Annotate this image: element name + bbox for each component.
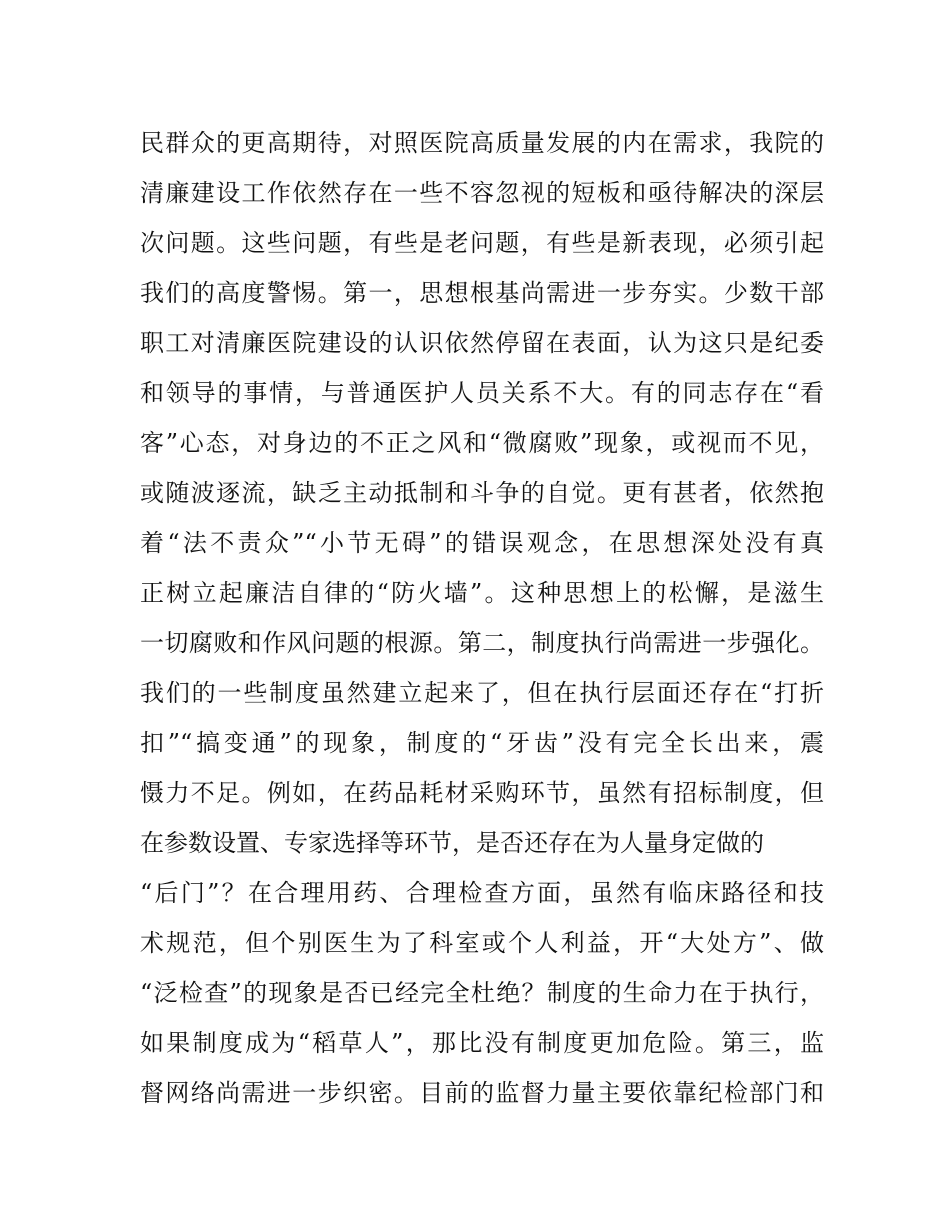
text-line: 着“法不责众”“小节无碍”的错误观念，在思想深处没有真 xyxy=(140,529,824,557)
text-line: 慑力不足。例如，在药品耗材采购环节，虽然有招标制度，但 xyxy=(140,779,824,807)
text-line: “后门”？在合理用药、合理检查方面，虽然有临床路径和技 xyxy=(140,879,824,907)
text-line: 我们的一些制度虽然建立起来了，但在执行层面还存在“打折 xyxy=(140,679,824,707)
text-line: “泛检查”的现象是否已经完全杜绝？制度的生命力在于执行， xyxy=(140,979,824,1007)
text-line: 民群众的更高期待，对照医院高质量发展的内在需求，我院的 xyxy=(140,129,824,157)
text-line: 客”心态，对身边的不正之风和“微腐败”现象，或视而不见， xyxy=(140,429,824,457)
text-line: 或随波逐流，缺乏主动抵制和斗争的自觉。更有甚者，依然抱 xyxy=(140,479,824,507)
text-line: 和领导的事情，与普通医护人员关系不大。有的同志存在“看 xyxy=(140,379,824,407)
text-line: 我们的高度警惕。第一，思想根基尚需进一步夯实。少数干部 xyxy=(140,279,824,307)
text-line: 一切腐败和作风问题的根源。第二，制度执行尚需进一步强化。 xyxy=(140,629,824,657)
text-line: 术规范，但个别医生为了科室或个人利益，开“大处方”、做 xyxy=(140,929,824,957)
text-line: 职工对清廉医院建设的认识依然停留在表面，认为这只是纪委 xyxy=(140,329,824,357)
body-paragraph xyxy=(140,124,824,1124)
text-line: 如果制度成为“稻草人”，那比没有制度更加危险。第三，监 xyxy=(140,1029,824,1057)
text-line: 清廉建设工作依然存在一些不容忽视的短板和亟待解决的深层 xyxy=(140,179,824,207)
text-line: 扣”“搞变通”的现象，制度的“牙齿”没有完全长出来，震 xyxy=(140,729,824,757)
text-line: 督网络尚需进一步织密。目前的监督力量主要依靠纪检部门和 xyxy=(140,1079,824,1107)
text-line: 正树立起廉洁自律的“防火墙”。这种思想上的松懈，是滋生 xyxy=(140,579,824,607)
text-line: 在参数设置、专家选择等环节，是否还存在为人量身定做的 xyxy=(140,829,764,857)
text-line: 次问题。这些问题，有些是老问题，有些是新表现，必须引起 xyxy=(140,229,824,257)
